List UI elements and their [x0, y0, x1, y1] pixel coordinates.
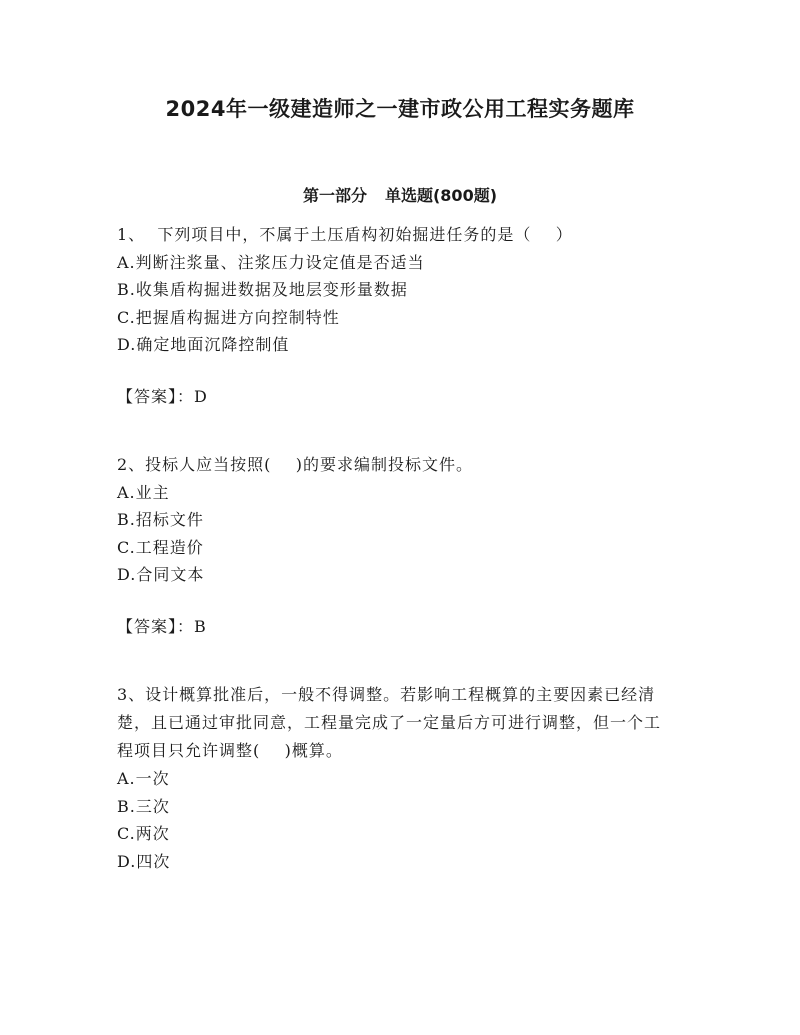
- document-title: 2024年一级建造师之一建市政公用工程实务题库: [165, 97, 635, 121]
- option-b: B.收集盾构掘进数据及地层变形量数据: [117, 280, 408, 299]
- answer-line: [117, 613, 677, 641]
- option-d: D.四次: [117, 851, 171, 871]
- answer-label: 【答案】：: [117, 616, 195, 636]
- option-a: A.判断注浆量、注浆压力设定值是否适当: [117, 252, 425, 272]
- option-a: A.一次: [117, 769, 170, 788]
- option-d: D.确定地面沉降控制值: [117, 335, 290, 354]
- question-2: [117, 451, 677, 640]
- option-c: C.两次: [117, 824, 170, 843]
- question-stem: 2、投标人应当按照( )的要求编制投标文件。: [117, 455, 474, 474]
- answer-value: D: [194, 386, 208, 406]
- answer-label: 【答案】：: [117, 386, 195, 406]
- question-stem: 1、 下列项目中，不属于土压盾构初始掘进任务的是（ ）: [117, 225, 573, 244]
- option-a: A.业主: [117, 482, 170, 502]
- answer-value: B: [194, 616, 207, 636]
- section-name: 单选题(800题): [384, 186, 498, 205]
- option-d: D.合同文本: [117, 565, 205, 584]
- question-list: [117, 221, 677, 875]
- question-3: [117, 681, 677, 875]
- question-stem: 3、设计概算批准后，一般不得调整。若影响工程概算的主要因素已经清楚，且已通过审批同意，工程量完成了一定量后方可进行调整，但一个工程项目只允许调整( )概算。: [117, 685, 662, 760]
- section-part: 第一部分: [302, 186, 367, 205]
- option-b: B.招标文件: [117, 510, 204, 529]
- question-1: [117, 221, 677, 410]
- answer-line: [117, 383, 677, 411]
- option-b: B.三次: [117, 796, 170, 816]
- section-heading: [0, 183, 800, 209]
- option-c: C.把握盾构掘进方向控制特性: [117, 307, 340, 327]
- option-c: C.工程造价: [117, 537, 204, 557]
